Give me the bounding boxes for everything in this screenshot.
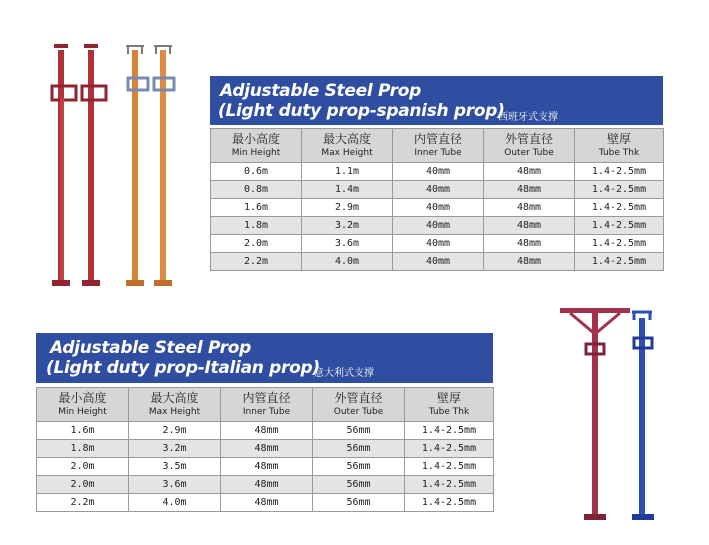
table-cell: 2.0m bbox=[37, 458, 129, 476]
orange-spanish-prop-2 bbox=[154, 46, 174, 286]
table-cell: 0.8m bbox=[211, 181, 302, 199]
table-cell: 40mm bbox=[393, 181, 484, 199]
table-cell: 1.4-2.5mm bbox=[575, 199, 664, 217]
table-cell: 2.2m bbox=[37, 494, 129, 512]
table-cell: 1.4-2.5mm bbox=[575, 253, 664, 271]
table-cell: 1.4-2.5mm bbox=[575, 217, 664, 235]
table-cell: 2.0m bbox=[37, 476, 129, 494]
header-outer-tube: 外管直径 Outer Tube bbox=[484, 129, 575, 163]
header-max-height: 最大高度 Max Height bbox=[129, 388, 221, 422]
table-header-row bbox=[37, 388, 494, 422]
header-tube-thk: 壁厚 Tube Thk bbox=[405, 388, 494, 422]
header-inner-tube: 内管直径 Inner Tube bbox=[393, 129, 484, 163]
table-cell: 4.0m bbox=[302, 253, 393, 271]
table-cell: 48mm bbox=[484, 181, 575, 199]
header-inner-tube: 内管直径 Inner Tube bbox=[221, 388, 313, 422]
table-cell: 48mm bbox=[221, 440, 313, 458]
table-cell: 3.2m bbox=[302, 217, 393, 235]
table-cell: 1.4-2.5mm bbox=[575, 235, 664, 253]
italian-prop-banner bbox=[36, 333, 493, 383]
table-cell: 1.4-2.5mm bbox=[405, 476, 494, 494]
table-cell: 48mm bbox=[484, 253, 575, 271]
table-cell: 48mm bbox=[484, 163, 575, 181]
table-row bbox=[211, 253, 664, 271]
table-cell: 56mm bbox=[313, 476, 405, 494]
header-min-height: 最小高度 Min Height bbox=[37, 388, 129, 422]
table-row bbox=[37, 422, 494, 440]
header-tube-thk: 壁厚 Tube Thk bbox=[575, 129, 664, 163]
table-cell: 1.4-2.5mm bbox=[405, 458, 494, 476]
table-cell: 56mm bbox=[313, 440, 405, 458]
table-row bbox=[211, 235, 664, 253]
table-cell: 1.4-2.5mm bbox=[575, 181, 664, 199]
table-cell: 40mm bbox=[393, 217, 484, 235]
table-cell: 1.1m bbox=[302, 163, 393, 181]
table-row bbox=[37, 476, 494, 494]
table-row bbox=[37, 440, 494, 458]
table-cell: 56mm bbox=[313, 494, 405, 512]
table-cell: 4.0m bbox=[129, 494, 221, 512]
table-cell: 40mm bbox=[393, 235, 484, 253]
table-cell: 2.0m bbox=[211, 235, 302, 253]
table-row bbox=[37, 458, 494, 476]
spanish-prop-table bbox=[210, 128, 664, 271]
table-cell: 1.4-2.5mm bbox=[575, 163, 664, 181]
spanish-prop-photo bbox=[44, 40, 184, 290]
table-cell: 48mm bbox=[484, 217, 575, 235]
table-cell: 0.6m bbox=[211, 163, 302, 181]
table-cell: 48mm bbox=[484, 235, 575, 253]
table-cell: 1.4-2.5mm bbox=[405, 494, 494, 512]
table-header-row bbox=[211, 129, 664, 163]
spanish-prop-title: Adjustable Steel Prop bbox=[220, 81, 421, 101]
table-cell: 1.4-2.5mm bbox=[405, 440, 494, 458]
table-row bbox=[211, 199, 664, 217]
italian-prop-chinese-title: 意大利式支撑 bbox=[314, 368, 374, 379]
table-cell: 1.4-2.5mm bbox=[405, 422, 494, 440]
table-cell: 48mm bbox=[221, 422, 313, 440]
table-cell: 1.4m bbox=[302, 181, 393, 199]
table-cell: 2.2m bbox=[211, 253, 302, 271]
table-cell: 3.2m bbox=[129, 440, 221, 458]
spanish-prop-banner bbox=[210, 76, 663, 125]
table-cell: 1.6m bbox=[211, 199, 302, 217]
table-cell: 56mm bbox=[313, 458, 405, 476]
table-cell: 3.6m bbox=[302, 235, 393, 253]
table-cell: 3.5m bbox=[129, 458, 221, 476]
table-cell: 48mm bbox=[484, 199, 575, 217]
table-cell: 48mm bbox=[221, 476, 313, 494]
blue-italian-prop bbox=[632, 312, 654, 520]
table-cell: 1.8m bbox=[211, 217, 302, 235]
header-max-height: 最大高度 Max Height bbox=[302, 129, 393, 163]
orange-spanish-prop-1 bbox=[126, 46, 148, 286]
header-min-height: 最小高度 Min Height bbox=[211, 129, 302, 163]
italian-prop-subtitle: (Light duty prop-Italian prop) bbox=[46, 358, 320, 378]
table-row bbox=[211, 163, 664, 181]
spanish-prop-chinese-title: 西班牙式支撑 bbox=[498, 112, 558, 123]
header-outer-tube: 外管直径 Outer Tube bbox=[313, 388, 405, 422]
table-cell: 2.9m bbox=[302, 199, 393, 217]
table-cell: 40mm bbox=[393, 253, 484, 271]
table-row bbox=[211, 181, 664, 199]
red-spanish-prop-2 bbox=[82, 44, 106, 286]
table-cell: 40mm bbox=[393, 163, 484, 181]
italian-prop-table bbox=[36, 387, 494, 512]
table-row bbox=[211, 217, 664, 235]
red-italian-prop bbox=[560, 308, 630, 520]
spanish-prop-subtitle: (Light duty prop-spanish prop) bbox=[218, 101, 505, 121]
table-cell: 40mm bbox=[393, 199, 484, 217]
table-cell: 3.6m bbox=[129, 476, 221, 494]
table-cell: 48mm bbox=[221, 494, 313, 512]
table-cell: 1.8m bbox=[37, 440, 129, 458]
italian-prop-photo bbox=[556, 304, 664, 524]
table-cell: 2.9m bbox=[129, 422, 221, 440]
red-spanish-prop-1 bbox=[52, 44, 76, 286]
table-cell: 1.6m bbox=[37, 422, 129, 440]
table-cell: 56mm bbox=[313, 422, 405, 440]
table-row bbox=[37, 494, 494, 512]
table-cell: 48mm bbox=[221, 458, 313, 476]
italian-prop-title: Adjustable Steel Prop bbox=[50, 338, 251, 358]
